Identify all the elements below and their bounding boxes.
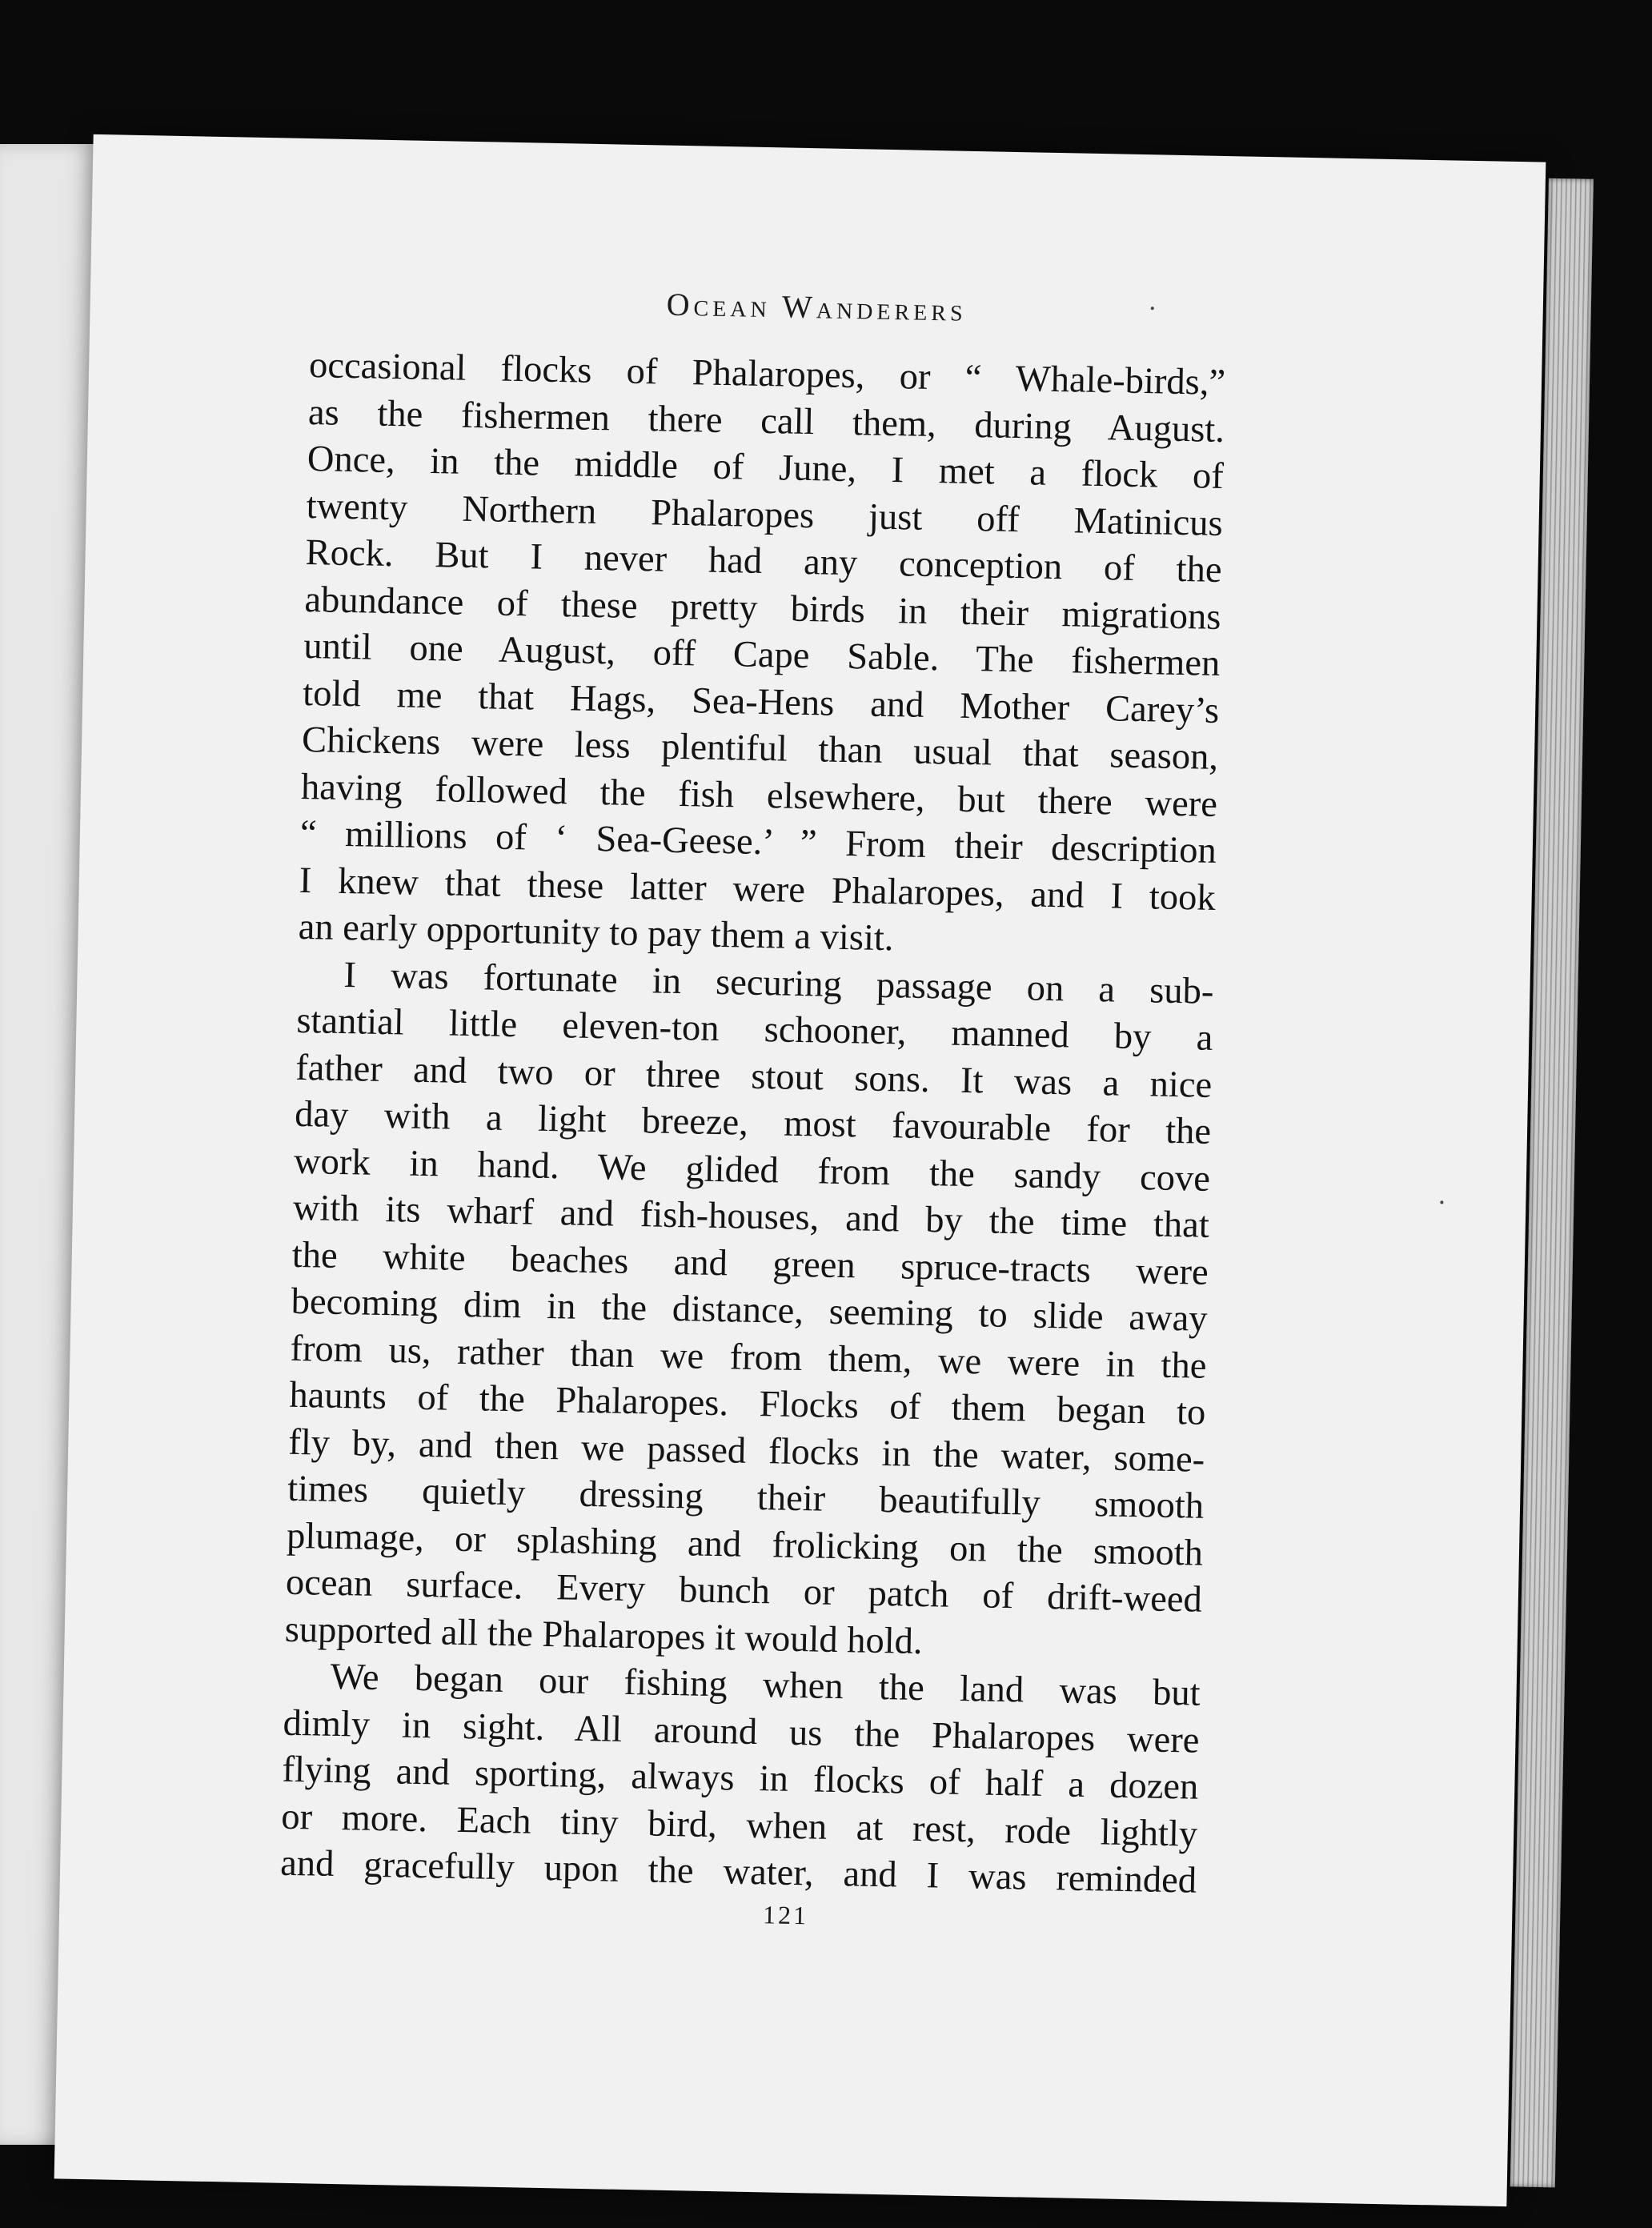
- text-line: times quietly dressing their beautifully smooth: [287, 1468, 1205, 1527]
- text-line: stantial little eleven-ton schooner, manned by a: [295, 1000, 1213, 1059]
- text-line: Chickens were less plentiful than usual that season,: [301, 719, 1219, 778]
- text-line: the white beaches and green spruce-tracts were: [291, 1234, 1209, 1293]
- text-line: supported all the Phalaropes it would hold.: [284, 1609, 924, 1662]
- text-line: work in hand. We glided from the sandy cove: [293, 1140, 1211, 1200]
- text-line: We began our fishing when the land was but: [330, 1656, 1201, 1714]
- text-line: ocean surface. Every bunch or patch of drift-weed: [285, 1561, 1203, 1621]
- text-line: told me that Hags, Sea-Hens and Mother Carey’s: [302, 672, 1220, 731]
- text-line: fly by, and then we passed flocks in the water, some-: [287, 1421, 1205, 1481]
- text-line: plumage, or splashing and frolicking on the smooth: [286, 1515, 1204, 1574]
- text-line: becoming dim in the distance, seeming to slide away: [291, 1280, 1209, 1340]
- right-page: [54, 134, 1546, 2206]
- text-line: from us, rather than we from them, we were in the: [290, 1328, 1207, 1387]
- text-line: occasional flocks of Phalaropes, or “ Whale-birds,”: [308, 345, 1226, 404]
- text-line: and gracefully upon the water, and I was reminded: [279, 1842, 1197, 1901]
- body-text: [280, 343, 1226, 1905]
- text-line: twenty Northern Phalaropes just off Matinicus: [306, 485, 1224, 544]
- text-line: I was fortunate in securing passage on a sub-: [343, 954, 1214, 1012]
- text-line: father and two or three stout sons. It was a nice: [295, 1047, 1213, 1106]
- dust-speck: [1440, 1200, 1443, 1204]
- text-line: as the fishermen there call them, during August.: [307, 391, 1225, 451]
- text-line: day with a light breeze, most favourable for the: [294, 1093, 1212, 1152]
- page-edges: [1510, 178, 1594, 2188]
- page-number: 121: [762, 1900, 809, 1930]
- text-line: flying and sporting, always in flocks of half a dozen: [282, 1749, 1199, 1808]
- text-line: Once, in the middle of June, I met a flock of: [307, 439, 1225, 497]
- text-line: dimly in sight. All around us the Phalaropes were: [283, 1702, 1200, 1761]
- text-line: I knew that these latter were Phalaropes, and I took: [299, 860, 1217, 919]
- dust-speck: [1151, 307, 1154, 310]
- text-line: having followed the fish elsewhere, but there were: [300, 766, 1218, 825]
- text-line: abundance of these pretty birds in their migrations: [304, 579, 1221, 638]
- text-line: “ millions of ‘ Sea-Geese.’ ” From their description: [299, 812, 1217, 872]
- text-line: until one August, off Cape Sable. The fishermen: [303, 625, 1221, 684]
- text-line: haunts of the Phalaropes. Flocks of them began to: [289, 1374, 1206, 1433]
- text-line: Rock. But I never had any conception of the: [305, 532, 1222, 591]
- text-line: with its wharf and fish-houses, and by the time that: [292, 1187, 1210, 1246]
- running-head: Ocean Wanderers: [666, 286, 968, 328]
- text-line: an early opportunity to pay them a visit.: [298, 906, 894, 960]
- text-line: or more. Each tiny bird, when at rest, rode lightly: [280, 1796, 1198, 1855]
